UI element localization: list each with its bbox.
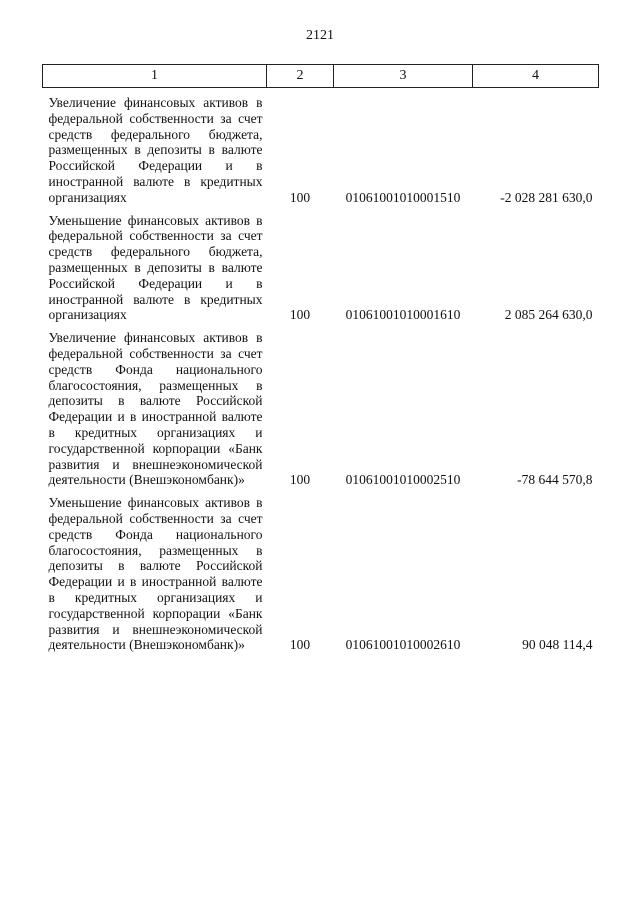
header-col-4: 4 [473, 65, 599, 88]
row-amount: 2 085 264 630,0 [504, 307, 593, 323]
row-amount: -78 644 570,8 [517, 472, 593, 488]
row-code: 100 [289, 307, 311, 323]
header-row [43, 65, 599, 88]
row-code: 100 [289, 637, 311, 653]
table-header [43, 65, 599, 88]
table-row [43, 323, 599, 488]
table-row [43, 206, 599, 324]
row-classification-code: 01061001010002610 [345, 637, 461, 653]
row-code: 100 [289, 472, 311, 488]
budget-table [42, 64, 599, 653]
row-description: Увеличение финансовых активов в федеральной собственности за счет средств федерального бюджета, размещенных в депозиты в валюте Российской Федерации и в иностранной валюте в кредитных организациях [48, 95, 263, 205]
row-description: Уменьшение финансовых активов в федеральной собственности за счет средств Фонда национального благосостояния, размещенных в депозиты в валюте Российской Федерации и в иностранной валюте в кредитных организациях и государственной корпорации «Банк развития и внешнеэкономической деятельности (Внешэкономбанк)» [48, 495, 263, 653]
table-row [43, 488, 599, 653]
header-col-2: 2 [267, 65, 334, 88]
row-amount: 90 048 114,4 [522, 637, 593, 653]
row-classification-code: 01061001010001510 [345, 189, 461, 205]
row-classification-code: 01061001010001610 [345, 307, 461, 323]
row-classification-code: 01061001010002510 [345, 472, 461, 488]
row-description: Увеличение финансовых активов в федеральной собственности за счет средств Фонда национального благосостояния, размещенных в депозиты в валюте Российской Федерации и в иностранной валюте в кредитных организациях и государственной корпорации «Банк развития и внешнеэкономической деятельности (Внешэкономбанк)» [48, 330, 263, 488]
row-description: Уменьшение финансовых активов в федеральной собственности за счет средств федерального бюджета, размещенных в депозиты в валюте Российской Федерации и в иностранной валюте в кредитных организациях [48, 212, 263, 323]
table-body [43, 88, 599, 654]
header-col-3: 3 [334, 65, 473, 88]
page-number: 2121 [306, 28, 334, 43]
table-row [43, 88, 599, 206]
row-amount: -2 028 281 630,0 [500, 189, 593, 205]
row-code: 100 [289, 189, 311, 205]
header-col-1: 1 [43, 65, 267, 88]
